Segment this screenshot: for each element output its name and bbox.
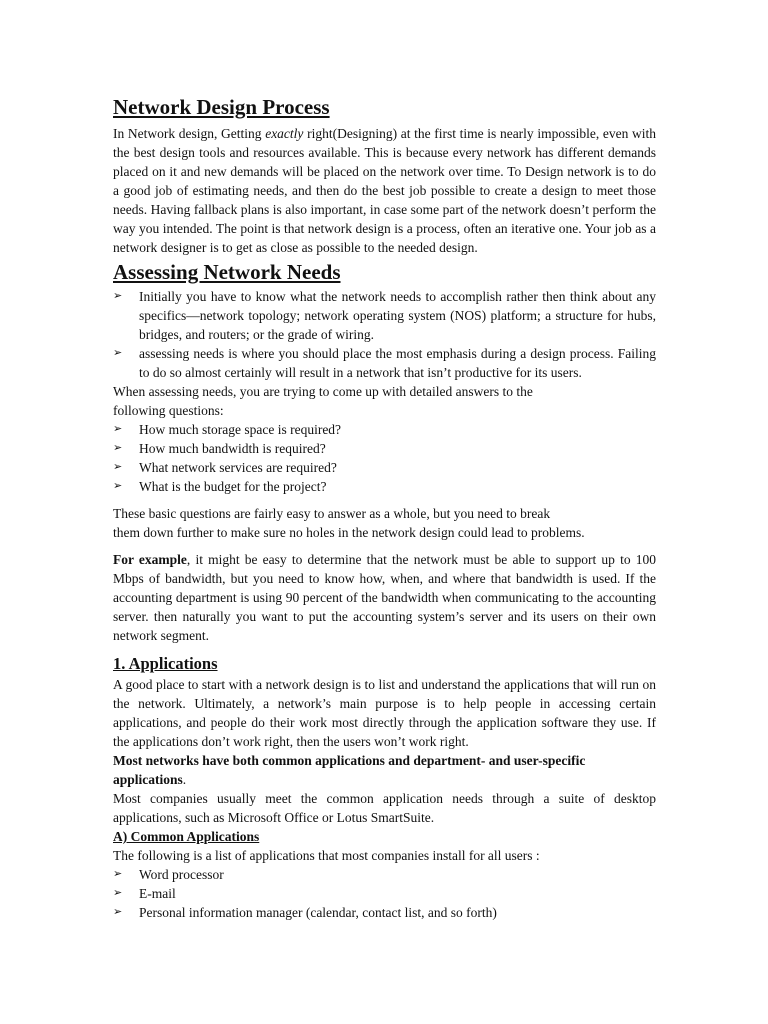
list-item [113,458,656,477]
list-item [113,287,656,344]
assess-line-1: When assessing needs, you are trying to come up with detailed answers to the [113,384,533,399]
basic-line-1: These basic questions are fairly easy to answer as a whole, but you need to break [113,506,551,521]
assess-line-2: following questions: [113,403,224,418]
list-item [113,420,656,439]
list-item-text: Initially you have to know what the network needs to accomplish rather then think about any specifics—network topology; network operating system (NOS) platform; a structure for hubs, bridges, and routers; or the grade of wiring. [139,289,656,342]
arrow-bullet-icon: ➢ [113,887,123,899]
arrow-bullet-icon: ➢ [113,906,123,918]
list-item [113,477,656,496]
applications-bold-end: . [182,772,187,787]
basic-line-2: them down further to make sure no holes in the network design could lead to problems. [113,525,585,540]
example-text: , it might be easy to determine that the network must be able to support up to 100 Mbps of bandwidth, but you need to know how, when, and where that bandwidth is used. If the accounting department is using 90 percent of the bandwidth when communicating to the accounting server. then naturally you want to put the accounting system’s server and its users on their own network segment. [113,552,656,643]
list-item [113,865,656,884]
arrow-bullet-icon: ➢ [113,442,123,454]
common-applications-intro: The following is a list of applications that most companies install for all users : [113,848,540,863]
list-item-text: E-mail [139,886,176,901]
intro-emphasis: exactly [265,126,304,141]
list-item [113,344,656,382]
example-lead: For example [113,552,187,567]
list-item-text: Personal information manager (calendar, contact list, and so forth) [139,905,497,920]
arrow-bullet-icon: ➢ [113,347,123,359]
list-item-text: Word processor [139,867,224,882]
heading-network-design-process: Network Design Process [113,95,330,119]
document-body [113,94,656,922]
list-item [113,884,656,903]
intro-paragraph [113,124,656,257]
arrow-bullet-icon: ➢ [113,290,123,302]
questions-list [113,420,656,496]
applications-bold-text: Most networks have both common applications and department- and user-specific applications [113,753,586,787]
applications-paragraph-2: Most companies usually meet the common application needs through a suite of desktop applications, such as Microsoft Office or Lotus SmartSuite. [113,791,656,825]
arrow-bullet-icon: ➢ [113,461,123,473]
arrow-bullet-icon: ➢ [113,868,123,880]
intro-text-2: right(Designing) at the first time is nearly impossible, even with the best design tools and resources available. This is because every network has different demands placed on it and new demands will be placed on the network over time. To Design network is to do a good job of estimating needs, and then do the best job possible to create a design to meet those needs. Having fallback plans is also important, in case some part of the network doesn’t perform the way you intended. The point is that network design is a process, often an iterative one. Your job as a network designer is to get as close as possible to the needed design. [113,126,656,255]
list-item [113,903,656,922]
applications-bold-paragraph [113,751,656,789]
heading-applications: 1. Applications [113,654,218,673]
intro-text-1: In Network design, Getting [113,126,266,141]
list-item-text: What network services are required? [139,460,337,475]
heading-common-applications: A) Common Applications [113,829,260,844]
list-item-text: How much bandwidth is required? [139,441,326,456]
arrow-bullet-icon: ➢ [113,480,123,492]
common-applications-list [113,865,656,922]
applications-paragraph: A good place to start with a network design is to list and understand the applications that will run on the network. Ultimately, a network’s main purpose is to help people in accessing certain applications, and people do their work most directly through the application software they use. If the applications don’t work right, then the users won’t work right. [113,677,656,749]
example-paragraph [113,550,656,645]
list-item-text: What is the budget for the project? [139,479,327,494]
list-item [113,439,656,458]
list-item-text: assessing needs is where you should place the most emphasis during a design process. Failing to do so almost certainly will result in a network that isn’t productive for its users. [139,346,656,380]
list-item-text: How much storage space is required? [139,422,342,437]
arrow-bullet-icon: ➢ [113,423,123,435]
needs-bullet-list [113,287,656,382]
heading-assessing-network-needs: Assessing Network Needs [113,260,341,284]
